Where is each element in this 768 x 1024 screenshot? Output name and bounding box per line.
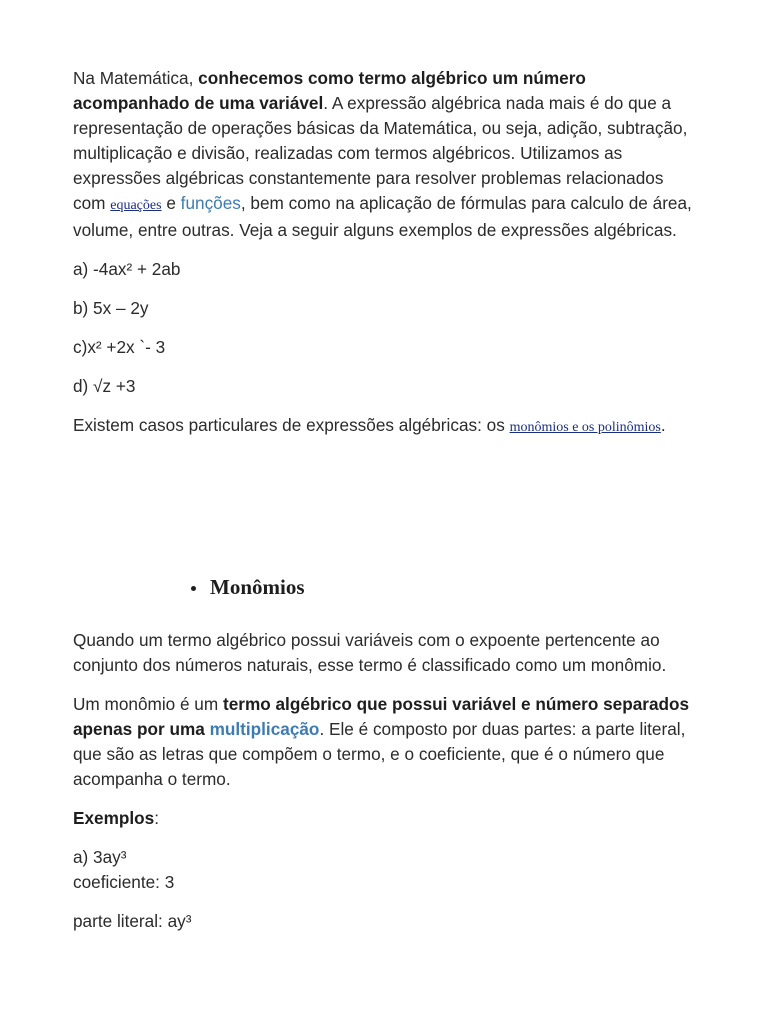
section-heading-text: Monômios [210,575,305,599]
example-coefficient: coeficiente: 3 [73,872,175,892]
intro-paragraph [73,66,698,243]
exemplos-label-paragraph [73,806,698,831]
example-item: a) -4ax² + 2ab [73,259,181,279]
bullet-icon [191,586,196,591]
intro-text: Na Matemática, [73,68,199,88]
monomio-parts-paragraph [73,692,698,792]
link-multiplicacao[interactable]: multiplicação [209,719,320,739]
example-item: c)x² +2x `- 3 [73,337,166,357]
particular-text: Existem casos particulares de expressões algébricas: os [73,415,510,435]
article-body [73,66,698,948]
exemplos-colon: : [154,808,159,828]
intro-bold-definition: conhecemos como termo algébrico um número acompanhado de uma variável [73,68,586,113]
example-item: d) √z +3 [73,376,136,396]
intro-text: . A expressão algébrica nada mais é do que a representação de operações básicas da Matemática, ou seja, adição, subtração, multiplicação e divisão, realizadas com termos algébricos. Utilizamos as expressões algébricas constantemente para resolver problemas relacionados com [73,93,688,213]
parts-text: Um monômio é um [73,694,223,714]
section-heading [73,572,698,602]
link-equacoes[interactable]: equações [110,198,162,213]
intro-text: e [161,193,181,213]
example-literal-part: parte literal: ay³ [73,911,192,931]
parts-text: . Ele é composto por duas partes: a parte literal, que são as letras que compõem o termo, e o coeficiente, que é o número que acompanha o termo. [73,719,686,789]
link-funcoes[interactable]: funções [180,193,241,213]
intro-text: , bem como na aplicação de fórmulas para calculo de área, volume, entre outras. Veja a seguir alguns exemplos de expressões algébricas. [73,193,692,240]
spacer [73,454,698,572]
parts-bold-text: termo algébrico que possui variável e número separados apenas por uma [73,694,690,739]
example-monomio: a) 3ay³ [73,847,127,867]
particular-end: . [660,415,666,435]
monomio-definition-paragraph: Quando um termo algébrico possui variáveis com o expoente pertencente ao conjunto dos números naturais, esse termo é classificado como um monômio. [73,630,667,675]
example-item: b) 5x – 2y [73,298,149,318]
particular-cases-paragraph [73,413,698,440]
exemplos-label: Exemplos [73,808,155,828]
link-monomios-polinomios[interactable]: monômios e os polinômios [509,420,661,435]
